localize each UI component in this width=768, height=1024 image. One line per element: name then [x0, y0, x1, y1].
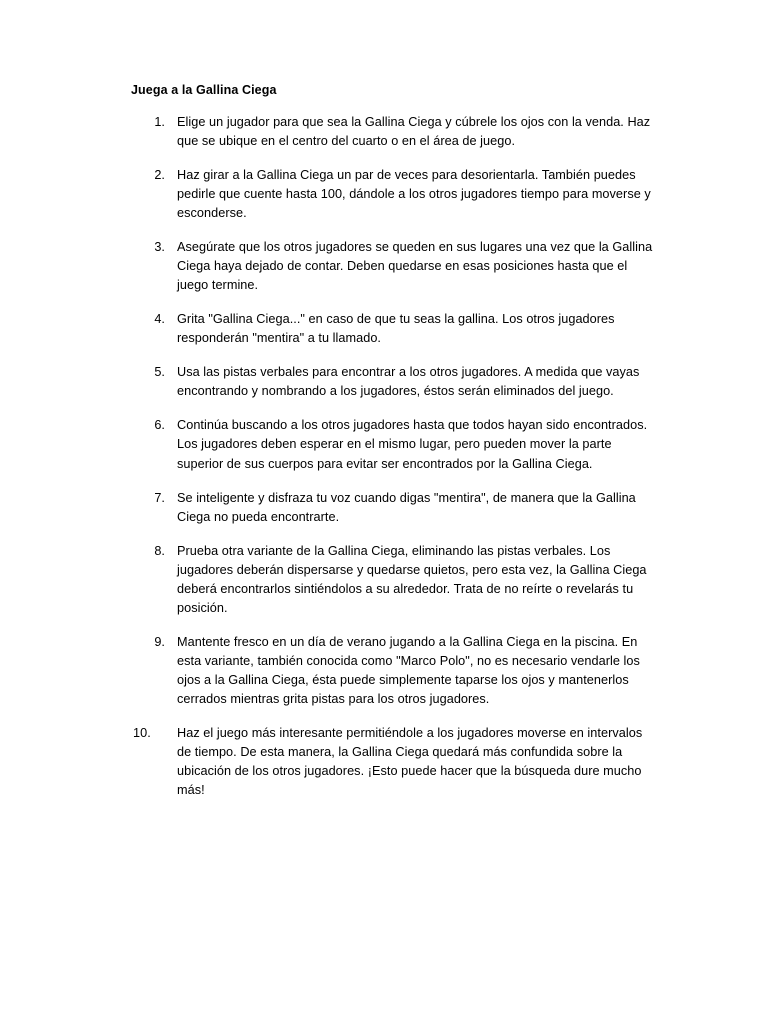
list-item-text: Haz girar a la Gallina Ciega un par de veces para desorientarla. También puedes pedirle que cuente hasta 100, dándole a los otros jugadores tiempo para moverse y esconderse. [177, 167, 651, 221]
list-item-text: Prueba otra variante de la Gallina Ciega, eliminando las pistas verbales. Los jugadores deberán dispersarse y quedarse quietos, pero esta vez, la Gallina Ciega deberá encontrarlos sintiéndolos a su alrededor. Trata de no reírte o revelarás tu posición. [177, 543, 647, 615]
list-item-number: 1. [154, 114, 165, 129]
list-item [131, 542, 656, 618]
list-item [131, 416, 656, 473]
list-item-number: 5. [154, 365, 165, 380]
list-item-text: Se inteligente y disfraza tu voz cuando digas "mentira", de manera que la Gallina Ciega no pueda encontrarte. [177, 490, 636, 524]
list-item-number: 6. [154, 418, 165, 433]
list-item [131, 310, 656, 348]
list-item-number: 3. [154, 240, 165, 255]
list-item-text: Continúa buscando a los otros jugadores hasta que todos hayan sido encontrados. Los jugadores deben esperar en el mismo lugar, pero pueden mover la parte superior de sus cuerpos para evitar ser encontrados por la Gallina Ciega. [177, 418, 648, 471]
list-item-number: 4. [154, 312, 165, 327]
list-item-number: 2. [154, 167, 165, 182]
page-title: Juega a la Gallina Ciega [131, 83, 277, 97]
list-item [131, 166, 656, 223]
list-item-number: 9. [154, 634, 165, 649]
instruction-list [131, 113, 656, 800]
list-item [131, 633, 656, 709]
list-item-number: 8. [154, 543, 165, 558]
list-item-number: 10. [133, 726, 151, 741]
list-item [131, 238, 656, 295]
list-item-text: Asegúrate que los otros jugadores se queden en sus lugares una vez que la Gallina Ciega haya dejado de contar. Deben quedarse en esas posiciones hasta que el juego termine. [177, 240, 653, 293]
list-item-text: Grita "Gallina Ciega..." en caso de que tu seas la gallina. Los otros jugadores responderán "mentira" a tu llamado. [177, 312, 615, 346]
list-item-text: Mantente fresco en un día de verano jugando a la Gallina Ciega en la piscina. En esta variante, también conocida como "Marco Polo", no es necesario vendarle los ojos a la Gallina Ciega, ésta puede simplemente taparse los ojos y mantenerlos cerrados mientras grita pistas para los otros jugadores. [177, 634, 640, 706]
list-item [131, 113, 656, 151]
list-item-text: Elige un jugador para que sea la Gallina Ciega y cúbrele los ojos con la venda. Haz que se ubique en el centro del cuarto o en el área de juego. [177, 114, 651, 148]
list-item [131, 363, 656, 401]
list-item-text: Usa las pistas verbales para encontrar a los otros jugadores. A medida que vayas encontrando y nombrando a los jugadores, éstos serán eliminados del juego. [177, 365, 640, 399]
list-item-number: 7. [154, 490, 165, 505]
list-item-text: Haz el juego más interesante permitiéndole a los jugadores moverse en intervalos de tiempo. De esta manera, la Gallina Ciega quedará más confundida sobre la ubicación de los otros jugadores. ¡Esto puede hacer que la búsqueda dure mucho más! [177, 726, 643, 798]
list-item [131, 489, 656, 527]
list-item [131, 724, 656, 800]
